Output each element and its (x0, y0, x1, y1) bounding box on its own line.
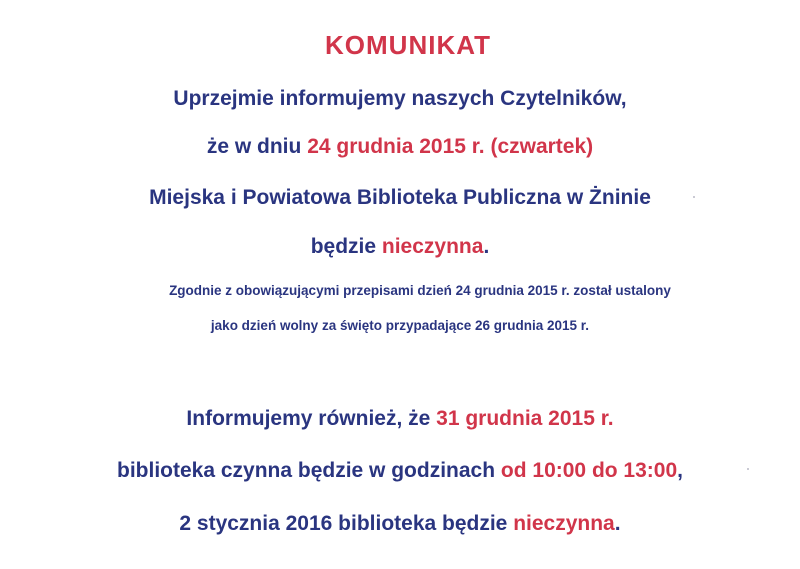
notice-line-hours-prefix: biblioteka czynna będzie w godzinach (117, 459, 501, 482)
opening-hours: od 10:00 do 13:00 (500, 459, 678, 482)
notice-line-closed-suffix: . (483, 235, 490, 258)
notice-line-also (0, 408, 800, 429)
closed-status: nieczynna (381, 235, 484, 258)
notice-line-january-suffix: . (614, 512, 621, 535)
open-date: 31 grudnia 2015 r. (436, 407, 614, 430)
notice-title: KOMUNIKAT (325, 30, 491, 60)
notice-line-library-name: Miejska i Powiatowa Biblioteka Publiczna w Żninie (149, 186, 651, 209)
notice-line-january (0, 513, 800, 534)
notice-line-closed-prefix: będzie (310, 235, 382, 258)
notice-line-hours-suffix: , (677, 459, 683, 482)
notice-line-hours (0, 460, 800, 481)
regulation-note-line2: jako dzień wolny za święto przypadające 26 grudnia 2015 r. (210, 318, 590, 333)
regulation-note-line1: Zgodnie z obowiązującymi przepisami dzień 24 grudnia 2015 r. został ustalony (169, 283, 671, 298)
closed-status-january: nieczynna (513, 512, 615, 535)
scan-speck (693, 196, 695, 198)
notice-line-readers: Uprzejmie informujemy naszych Czytelników, (173, 87, 627, 110)
notice-line-date (0, 136, 800, 157)
notice-line-closed (0, 236, 800, 257)
scan-speck (747, 468, 749, 470)
notice-line-january-prefix: 2 stycznia 2016 biblioteka będzie (179, 512, 514, 535)
notice-line-also-prefix: Informujemy również, że (186, 407, 437, 430)
notice-line-date-prefix: że w dniu (206, 135, 308, 158)
closure-date: 24 grudnia 2015 r. (czwartek) (307, 135, 594, 158)
